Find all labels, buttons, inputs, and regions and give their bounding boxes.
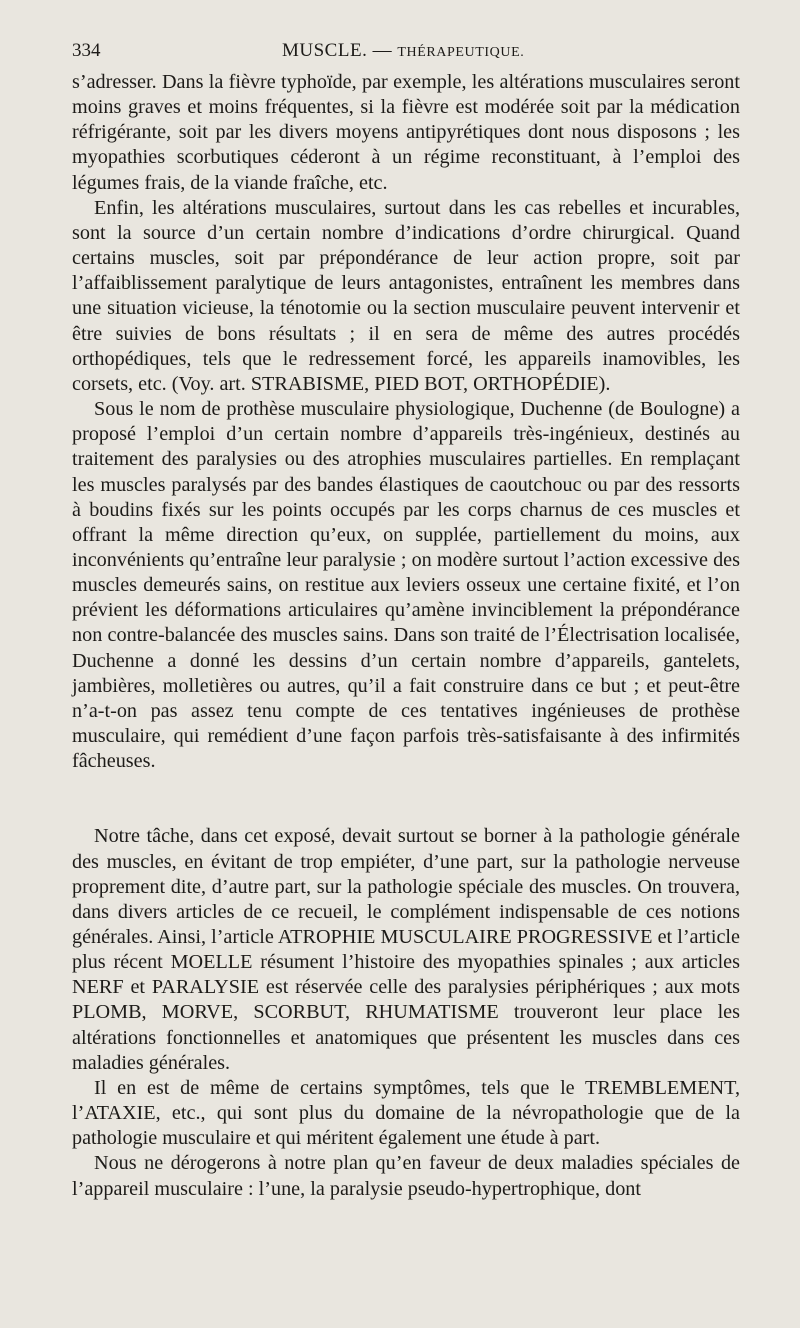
section-gap: [72, 774, 740, 824]
paragraph-3: Sous le nom de prothèse musculaire physiologique, Duchenne (de Boulogne) a proposé l’emploi d’un certain nombre d’appareils très-ingénieux, destinés au traitement des paralysies ou des atrophies musculaires partielles. En remplaçant les muscles paralysés par des bandes élastiques de caoutchouc ou par des ressorts à boudins fixés sur les points occupés par les corps charnus de ces muscles et offrant la même direction qu’eux, on supplée, partiellement du moins, aux inconvénients qu’entraîne leur paralysie ; on modère surtout l’action excessive des muscles demeurés sains, on restitue aux leviers osseux une certaine fixité, et l’on prévient les déformations articulaires qu’amène invinciblement la prépondérance non contre-balancée des muscles sains. Dans son traité de l’Électrisation localisée, Duchenne a donné les dessins d’un certain nombre d’appareils, gantelets, jambières, molletières ou autres, qu’il a fait construire dans ce but ; et peut-être n’a-t-on pas assez tenu compte de ces tentatives ingénieuses de prothèse musculaire, qui remédient d’une façon parfois très-satisfaisante à des infirmités fâcheuses.: [72, 398, 740, 773]
paragraph-4: Notre tâche, dans cet exposé, devait surtout se borner à la pathologie générale des muscles, en évitant de trop empiéter, d’une part, sur la pathologie nerveuse proprement dite, d’autre part, sur la pathologie spéciale des muscles. On trouvera, dans divers articles de ce recueil, le complément indispensable de ces notions générales. Ainsi, l’article ATROPHIE MUSCULAIRE PROGRESSIVE et l’article plus récent MOELLE résument l’histoire des myopathies spinales ; aux articles NERF et PARALYSIE est réservée celle des paralysies périphériques ; aux mots PLOMB, MORVE, SCORBUT, RHUMATISME trouveront leur place les altérations fonctionnelles et anatomiques que présentent les muscles dans ces maladies générales.: [72, 825, 740, 1074]
paragraph-1: s’adresser. Dans la fièvre typhoïde, par exemple, les altérations musculaires seront moins graves et moins fréquentes, si la fièvre est modérée soit par la médication réfrigérante, soit par les divers moyens antipyrétiques dont nous disposons ; les myopathies scorbutiques céderont à un régime reconstituant, à l’emploi des légumes frais, de la viande fraîche, etc.: [72, 71, 740, 194]
running-title: [202, 40, 740, 62]
running-title-subtitle: THÉRAPEUTIQUE.: [397, 45, 525, 60]
running-title-main: MUSCLE.: [282, 40, 368, 61]
paragraph-2: Enfin, les altérations musculaires, surtout dans les cas rebelles et incurables, sont la source d’un certain nombre d’indications d’ordre chirurgical. Quand certains muscles, soit par prépondérance de leur action propre, soit par l’affaiblissement paralytique de leurs antagonistes, entraînent les membres dans une situation vicieuse, la ténotomie ou la section musculaire peuvent intervenir et être suivies de bons résultats ; il en sera de même des autres procédés orthopédiques, tels que le redressement forcé, les appareils inamovibles, les corsets, etc. (Voy. art. STRABISME, PIED BOT, ORTHOPÉDIE).: [72, 196, 740, 395]
running-title-separator: —: [372, 40, 393, 61]
body-text: [72, 70, 740, 1202]
paragraph-6: Nous ne dérogerons à notre plan qu’en faveur de deux maladies spéciales de l’appareil musculaire : l’une, la paralysie pseudo-hypertrophique, dont: [72, 1152, 740, 1200]
running-header: [72, 40, 740, 70]
paragraph-5: Il en est de même de certains symptômes, tels que le TREMBLEMENT, l’ATAXIE, etc., qui sont plus du domaine de la névropathologie que de la pathologie musculaire et qui méritent également une étude à part.: [72, 1076, 740, 1150]
page-number: 334: [72, 40, 101, 61]
